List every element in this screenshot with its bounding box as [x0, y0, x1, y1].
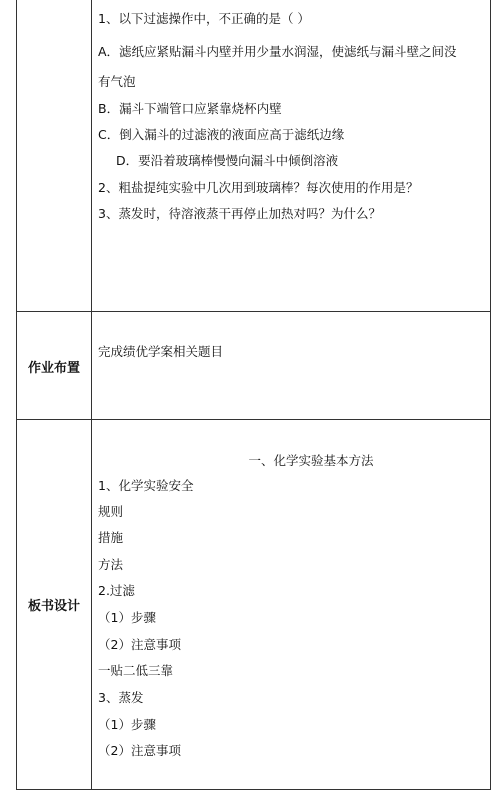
lesson-plan-table [16, 0, 491, 790]
question-3: 3、蒸发时，待溶液蒸干再停止加热对吗？为什么？ [98, 206, 381, 221]
board-item: 2.过滤 [98, 583, 135, 598]
exercise-content-cell [92, 0, 490, 311]
question-1-option-b: B．漏斗下端管口应紧靠烧杯内壁 [98, 101, 282, 116]
board-item: 方法 [98, 557, 124, 572]
question-1-option-c: C．倒入漏斗的过滤液的液面应高于滤纸边缘 [98, 127, 345, 142]
board-item: 3、蒸发 [98, 690, 144, 705]
board-item: 一贴二低三靠 [98, 663, 174, 678]
homework-text: 完成绩优学案相关题目 [98, 344, 224, 359]
board-item: 规则 [98, 504, 124, 519]
question-1-option-a: A．滤纸应紧贴漏斗内壁并用少量水润湿，使滤纸与漏斗壁之间没 [98, 44, 457, 59]
exercise-label-cell [17, 0, 92, 311]
board-design-label: 板书设计 [17, 420, 92, 789]
question-1-option-a-cont: 有气泡 [98, 74, 136, 89]
board-item: （2）注意事项 [98, 637, 181, 652]
board-item: （1）步骤 [98, 610, 156, 625]
exercise-row [17, 0, 490, 311]
question-2: 2、粗盐提纯实验中几次用到玻璃棒？每次使用的作用是？ [98, 180, 419, 195]
board-design-content-cell [92, 420, 490, 789]
board-title: 一、化学实验基本方法 [248, 453, 374, 468]
board-item: （1）步骤 [98, 717, 156, 732]
board-design-row [17, 419, 490, 789]
question-1: 1、以下过滤操作中，不正确的是（ ） [98, 11, 310, 26]
board-item: 措施 [98, 530, 124, 545]
homework-label: 作业布置 [17, 312, 92, 420]
question-1-option-d: D．要沿着玻璃棒慢慢向漏斗中倾倒溶液 [116, 153, 339, 168]
homework-row [17, 311, 490, 420]
homework-content-cell [92, 312, 490, 420]
board-item: （2）注意事项 [98, 743, 181, 758]
board-item: 1、化学实验安全 [98, 478, 194, 493]
